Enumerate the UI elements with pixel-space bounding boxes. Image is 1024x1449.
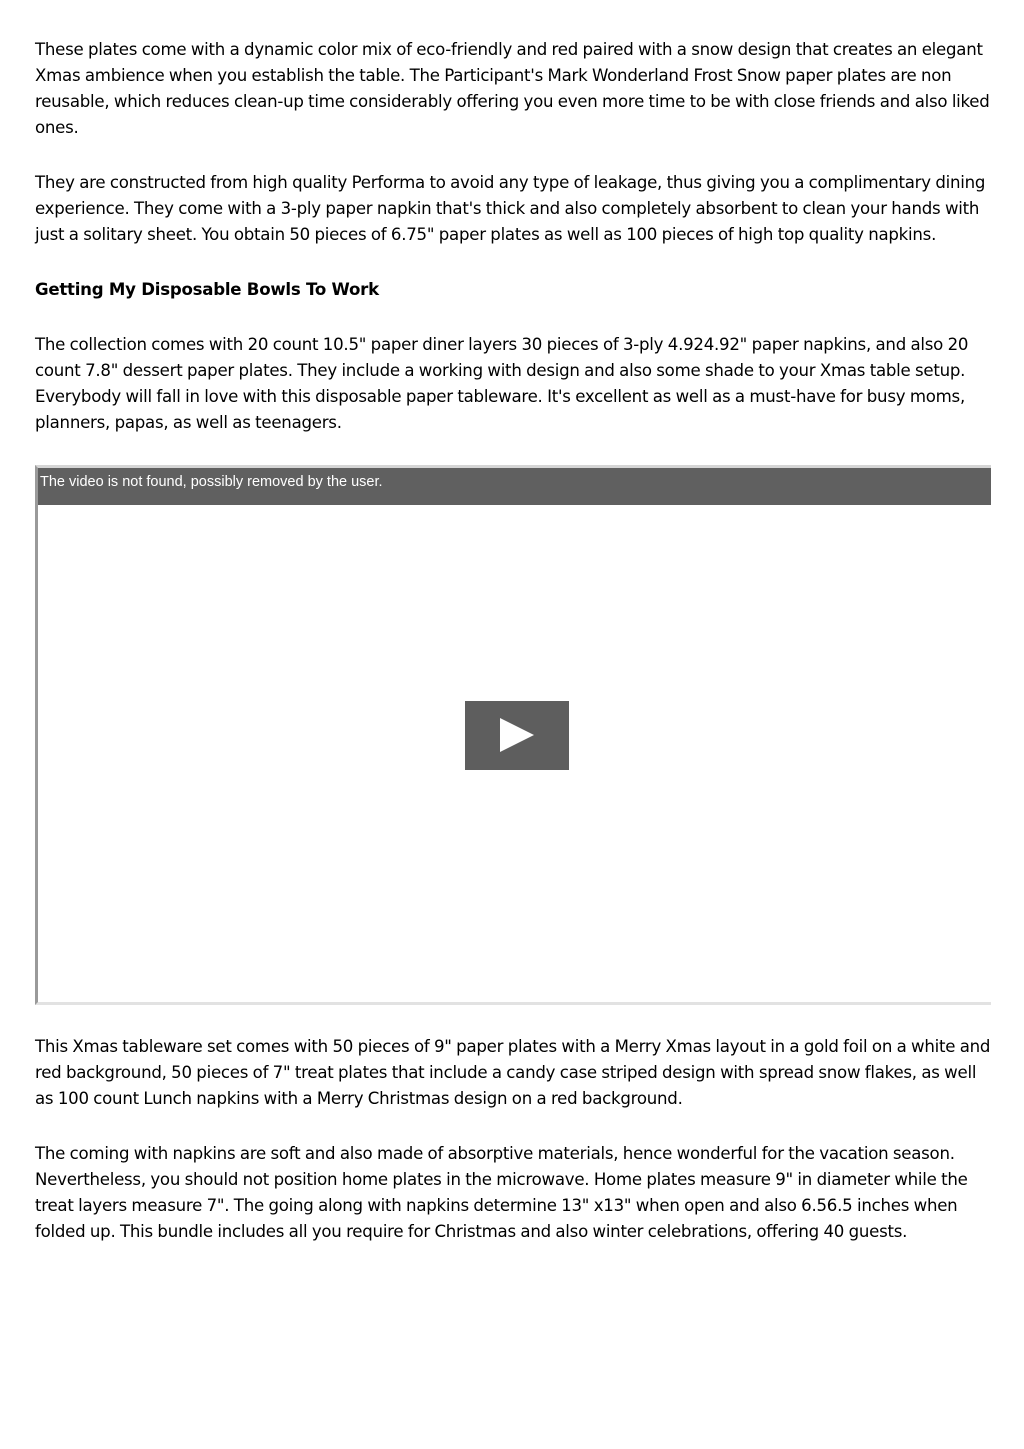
paragraph-intro: These plates come with a dynamic color mix of eco-friendly and red paired with a snow design that creates an elegant Xmas ambience when you establish the table. The Participant's Mark Wonderland Frost Snow paper plates are non reusable, which reduces clean-up time considerably offering you even more time to be with close friends and also liked ones. bbox=[35, 40, 990, 137]
video-title-bar bbox=[38, 468, 991, 505]
video-error-message: The video is not found, possibly removed by the user. bbox=[40, 474, 383, 490]
video-player[interactable] bbox=[35, 465, 991, 1005]
paragraph-collection: The collection comes with 20 count 10.5" paper diner layers 30 pieces of 3-ply 4.924.92" paper napkins, and also 20 count 7.8" dessert paper plates. They include a working with design and also some shade to your Xmas table setup. Everybody will fall in love with this disposable paper tableware. It's excellent as well as a must-have for busy moms, planners, papas, as well as teenagers. bbox=[35, 335, 969, 432]
play-icon bbox=[500, 718, 534, 752]
paragraph-tableware-set: This Xmas tableware set comes with 50 pieces of 9" paper plates with a Merry Xmas layout in a gold foil on a white and red background, 50 pieces of 7" treat plates that include a candy case striped design with spread snow flakes, as well as 100 count Lunch napkins with a Merry Christmas design on a red background. bbox=[35, 1037, 991, 1108]
article bbox=[35, 37, 993, 1245]
paragraph-napkins: The coming with napkins are soft and also made of absorptive materials, hence wonderful for the vacation season. Nevertheless, you should not position home plates in the microwave. Home plates measure 9" in diameter while the treat layers measure 7". The going along with napkins determine 13" x13" when open and also 6.56.5 inches when folded up. This bundle includes all you require for Christmas and also winter celebrations, offering 40 guests. bbox=[35, 1144, 968, 1241]
play-button[interactable] bbox=[465, 701, 569, 770]
section-heading: Getting My Disposable Bowls To Work bbox=[35, 280, 379, 299]
paragraph-construction: They are constructed from high quality Performa to avoid any type of leakage, thus giving you a complimentary dining experience. They come with a 3-ply paper napkin that's thick and also completely absorbent to clean your hands with just a solitary sheet. You obtain 50 pieces of 6.75" paper plates as well as 100 pieces of high top quality napkins. bbox=[35, 173, 986, 244]
